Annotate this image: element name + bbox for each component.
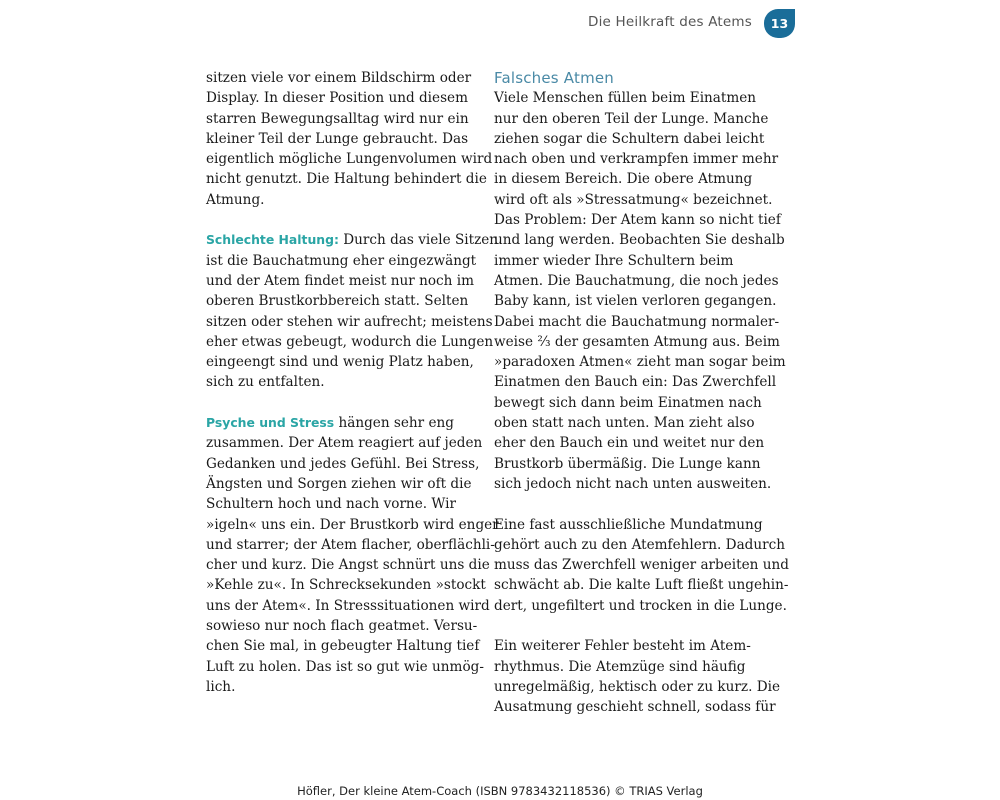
section-heading: Falsches Atmen: [494, 69, 615, 87]
text-line: oben statt nach unten. Man zieht also: [494, 415, 755, 432]
text-line: Baby kann, ist vielen verloren gegangen.: [494, 293, 777, 310]
text-line: nicht genutzt. Die Haltung behindert die: [206, 171, 487, 188]
text-line: rhythmus. Die Atemzüge sind häufig: [494, 658, 746, 675]
paragraph-intro: [206, 68, 493, 210]
text-line: muss das Zwerchfell weniger arbeiten und: [494, 557, 789, 574]
text-line: und der Atem findet meist nur noch im: [206, 272, 474, 289]
paragraph-mundatmung: [494, 515, 789, 616]
text-line: »igeln« uns ein. Der Brustkorb wird enger: [206, 516, 499, 533]
text-line: Gedanken und jedes Gefühl. Bei Stress,: [206, 455, 480, 472]
text-line: sich jedoch nicht nach unten ausweiten.: [494, 475, 772, 492]
text-line: nur den oberen Teil der Lunge. Manche: [494, 110, 769, 127]
right-column: [494, 68, 789, 718]
lead-in-term: Schlechte Haltung:: [206, 232, 339, 248]
text-span: hängen sehr eng: [334, 415, 454, 432]
text-line: eingeengt sind und wenig Platz haben,: [206, 354, 474, 371]
text-line: sowieso nur noch flach geatmet. Versu-: [206, 618, 478, 635]
left-column: [206, 68, 499, 697]
text-line: sich zu entfalten.: [206, 374, 325, 391]
text-line: starren Bewegungsalltag wird nur ein: [206, 110, 469, 127]
text-line: kleiner Teil der Lunge gebraucht. Das: [206, 130, 469, 147]
text-line: Brustkorb übermäßig. Die Lunge kann: [494, 455, 761, 472]
text-line: [206, 413, 476, 433]
text-line: eher den Bauch ein und weitet nur den: [494, 435, 765, 452]
running-header-title: Die Heilkraft des Atems: [587, 14, 752, 30]
text-line: zusammen. Der Atem reagiert auf jeden: [206, 435, 483, 452]
text-line: Einatmen den Bauch ein: Das Zwerchfell: [494, 374, 777, 391]
text-line: uns der Atem«. In Stresssituationen wird: [206, 597, 490, 614]
text-line: Eine fast ausschließliche Mundatmung: [494, 516, 763, 533]
text-line: ist die Bauchatmung eher eingezwängt: [206, 252, 477, 269]
text-line: Luft zu holen. Das ist so gut wie unmög-: [206, 658, 484, 675]
text-line: ziehen sogar die Schultern dabei leicht: [494, 130, 765, 147]
text-line: weise ⅔ der gesamten Atmung aus. Beim: [494, 333, 780, 350]
text-line: wird oft als »Stressatmung« bezeichnet.: [494, 191, 773, 208]
paragraph-atemrhythmus: [494, 636, 780, 717]
text-line: lich.: [206, 678, 236, 695]
text-line: gehört auch zu den Atemfehlern. Dadurch: [494, 536, 785, 553]
text-line: Ein weiterer Fehler besteht im Atem-: [494, 638, 751, 655]
paragraph-psyche-und-stress: [206, 413, 499, 697]
text-line: Dabei macht die Bauchatmung normaler-: [494, 313, 780, 330]
text-span: Durch das viele Sitzen: [338, 232, 499, 249]
text-line: sitzen viele vor einem Bildschirm oder: [206, 70, 472, 86]
text-line: und starrer; der Atem flacher, oberflächli-: [206, 536, 495, 553]
text-line: schwächt ab. Die kalte Luft fließt ungehin-: [494, 577, 789, 594]
text-line: chen Sie mal, in gebeugter Haltung tief: [206, 638, 480, 655]
text-line: Viele Menschen füllen beim Einatmen: [494, 90, 757, 107]
lead-in-term: Psyche und Stress: [206, 415, 335, 431]
text-line: Ausatmung geschieht schnell, sodass für: [494, 699, 776, 716]
footer-citation: Höfler, Der kleine Atem-Coach (ISBN 9783432118536) © TRIAS Verlag: [297, 784, 703, 798]
paragraph-falsches-atmen: [494, 88, 786, 494]
text-line: eher etwas gebeugt, wodurch die Lungen: [206, 333, 494, 350]
text-line: oberen Brustkorbbereich statt. Selten: [206, 293, 469, 310]
text-line: in diesem Bereich. Die obere Atmung: [494, 171, 753, 188]
text-line: Display. In dieser Position und diesem: [206, 90, 468, 107]
text-line: »paradoxen Atmen« zieht man sogar beim: [494, 354, 786, 371]
text-line: unregelmäßig, hektisch oder zu kurz. Die: [494, 678, 780, 695]
text-line: und lang werden. Beobachten Sie deshalb: [494, 232, 785, 249]
text-line: eigentlich mögliche Lungenvolumen wird: [206, 151, 493, 168]
text-line: Atmen. Die Bauchatmung, die noch jedes: [494, 272, 779, 289]
paragraph-schlechte-haltung: [206, 230, 499, 392]
text-line: immer wieder Ihre Schultern beim: [494, 252, 734, 269]
text-line: cher und kurz. Die Angst schnürt uns die: [206, 557, 490, 574]
text-line: »Kehle zu«. In Schrecksekunden »stockt: [206, 577, 486, 594]
text-line: nach oben und verkrampfen immer mehr: [494, 151, 779, 168]
text-line: bewegt sich dann beim Einatmen nach: [494, 394, 762, 411]
text-line: Atmung.: [206, 191, 265, 208]
text-line: Schultern hoch und nach vorne. Wir: [206, 496, 456, 513]
text-line: Ängsten und Sorgen ziehen wir oft die: [206, 475, 472, 492]
text-line: sitzen oder stehen wir aufrecht; meistens: [206, 313, 493, 330]
text-line: dert, ungefiltert und trocken in die Lunge.: [494, 597, 787, 614]
page-number-badge: 13: [764, 9, 795, 38]
text-line: [206, 230, 499, 250]
text-line: Das Problem: Der Atem kann so nicht tief: [494, 212, 781, 229]
